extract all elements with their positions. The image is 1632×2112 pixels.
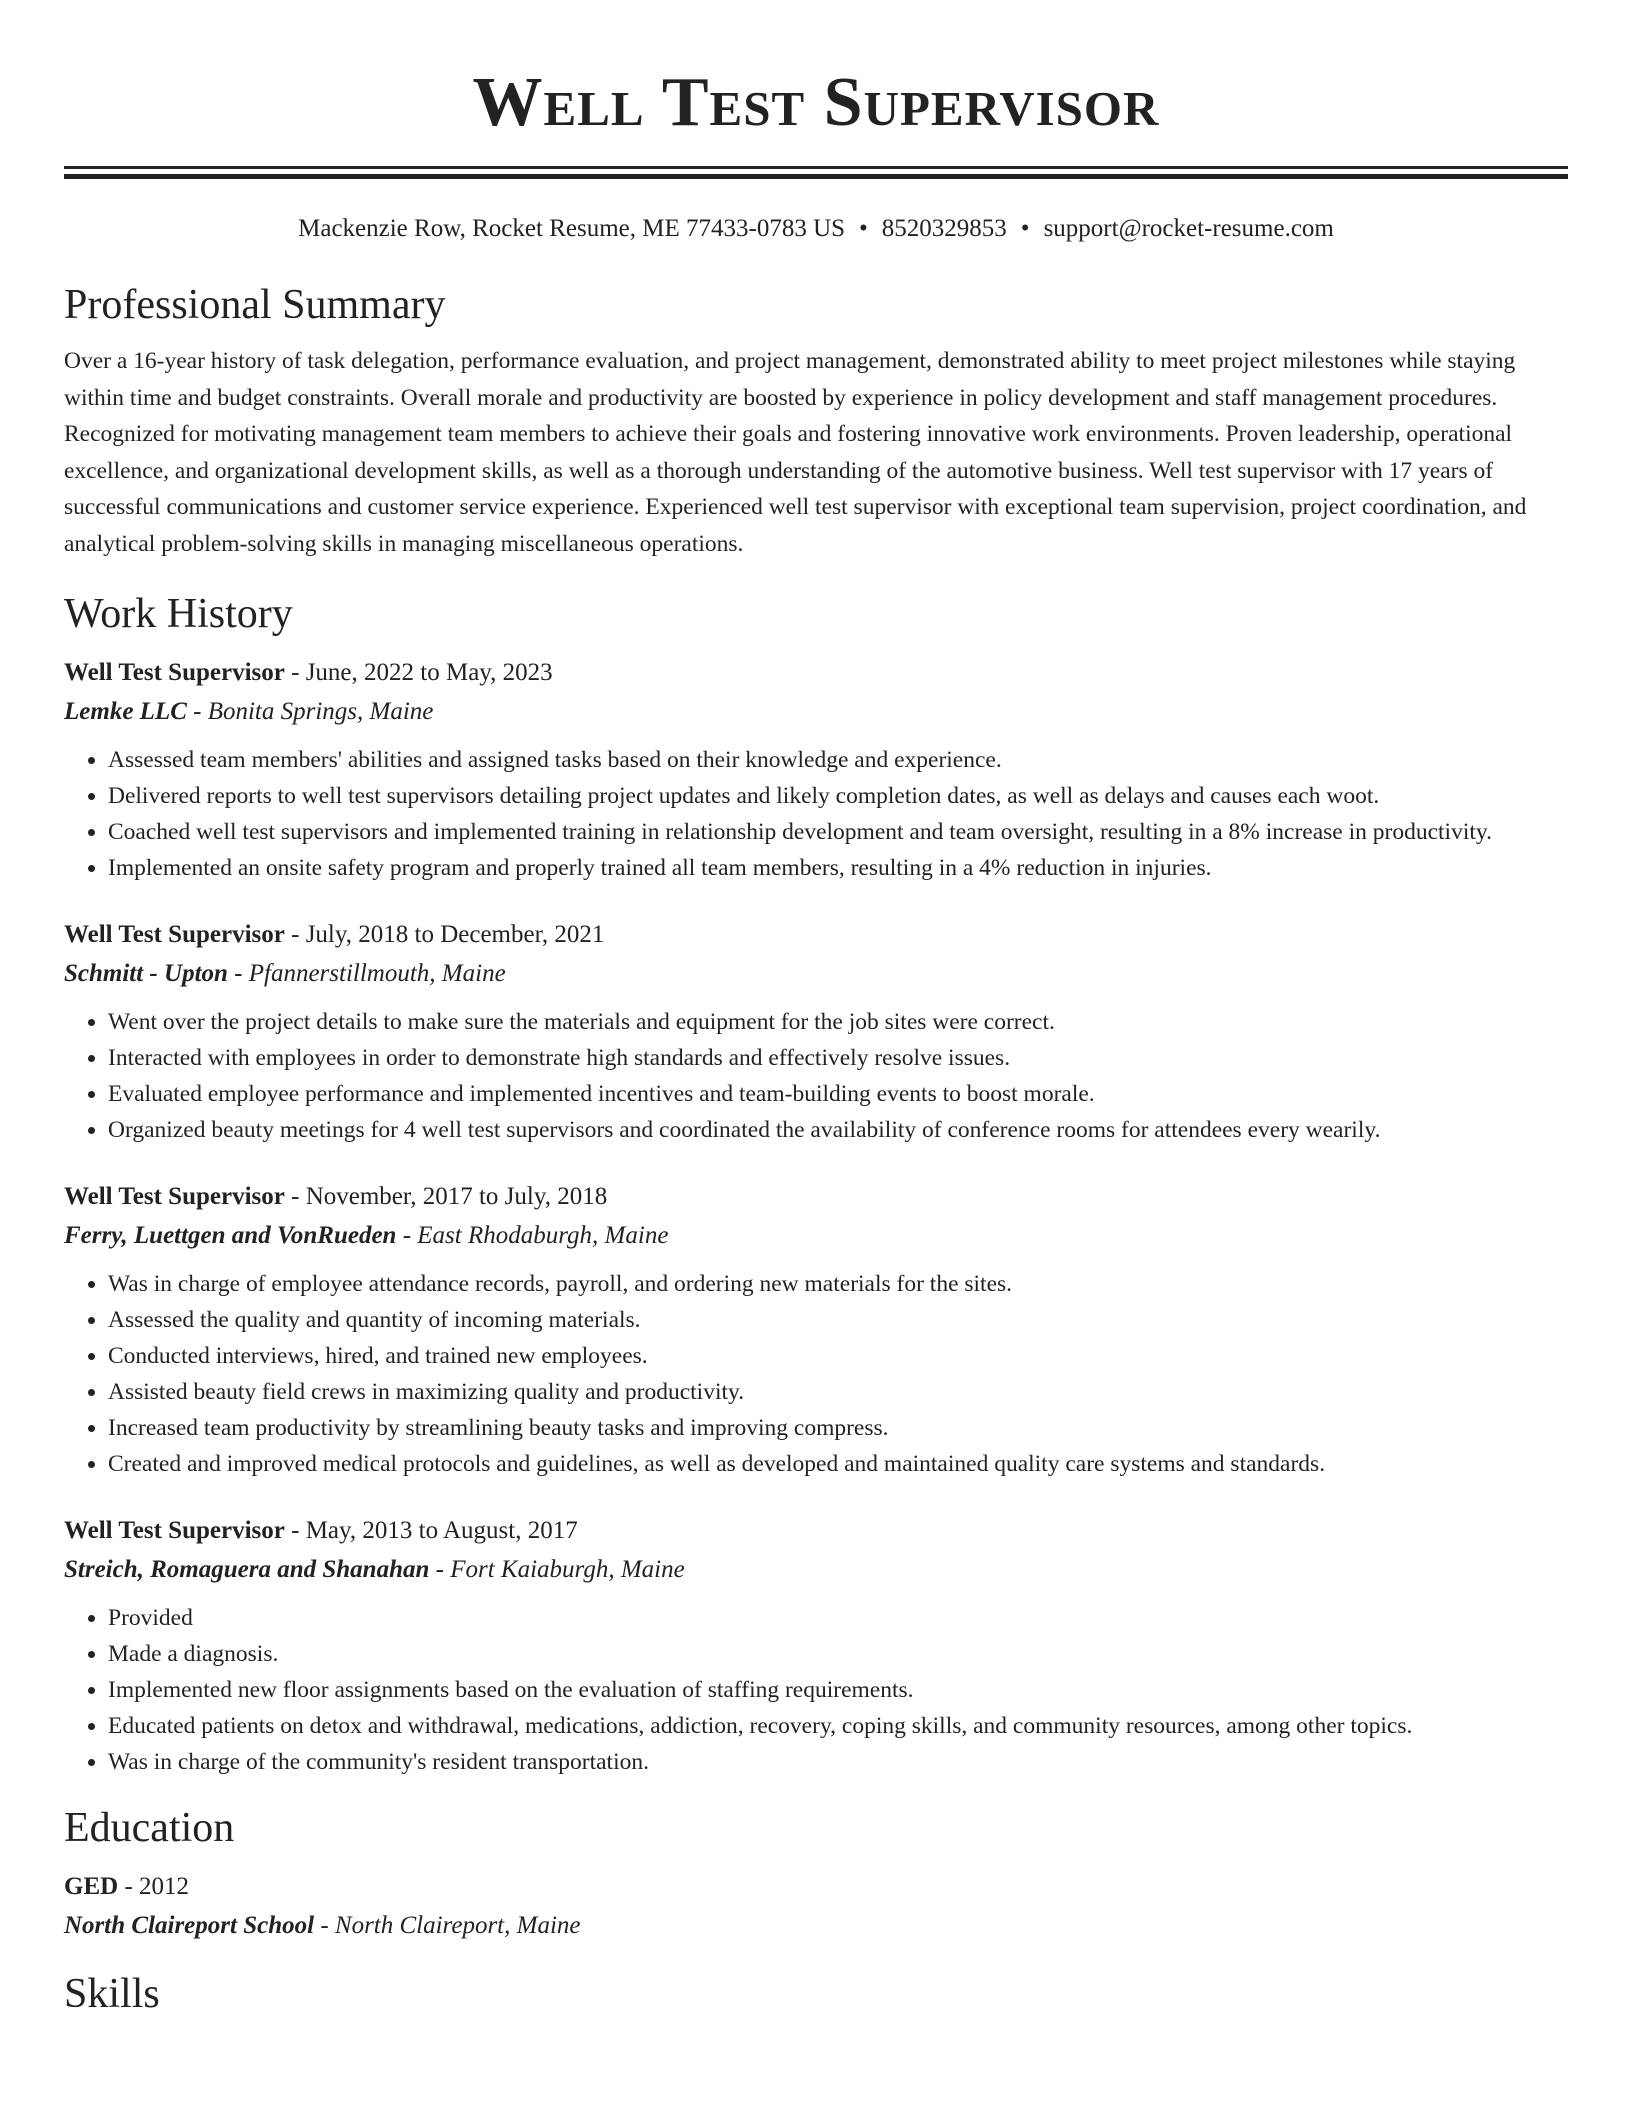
contact-separator: • <box>859 215 868 242</box>
job-company-line <box>64 1216 1568 1256</box>
job-dates: - June, 2022 to May, 2023 <box>284 659 553 686</box>
job-bullet: • Coached well test supervisors and implemented training in relationship development and team oversight, resulting in a 8% increase in productivity. <box>108 814 1568 850</box>
job-bullets <box>64 742 1568 886</box>
job-bullet: • Evaluated employee performance and implemented incentives and team-building events to boost morale. <box>108 1076 1568 1112</box>
job-bullet: • Conducted interviews, hired, and trained new employees. <box>108 1338 1568 1374</box>
job-bullet: • Implemented an onsite safety program and properly trained all team members, resulting in a 4% reduction in injuries. <box>108 850 1568 886</box>
education-location: - North Claireport, Maine <box>314 1912 581 1939</box>
job-title: Well Test Supervisor <box>64 1183 285 1210</box>
education-year: - 2012 <box>118 1873 190 1900</box>
job-entry <box>64 1178 1568 1482</box>
job-bullet: • Implemented new floor assignments based on the evaluation of staffing requirements. <box>108 1672 1568 1708</box>
job-bullets <box>64 1004 1568 1148</box>
job-entry <box>64 1512 1568 1780</box>
job-bullet: • Was in charge of employee attendance records, payroll, and ordering new materials for the sites. <box>108 1266 1568 1302</box>
job-location: - Pfannerstillmouth, Maine <box>227 960 506 987</box>
job-bullets <box>64 1266 1568 1482</box>
job-bullet: • Created and improved medical protocols and guidelines, as well as developed and maintained quality care systems and standards. <box>108 1446 1568 1482</box>
work-history-heading: Work History <box>64 591 293 637</box>
job-bullet: • Went over the project details to make sure the materials and equipment for the job sites were correct. <box>108 1004 1568 1040</box>
contact-separator: • <box>1020 215 1030 242</box>
job-bullet: • Was in charge of the community's resident transportation. <box>108 1744 1568 1780</box>
job-bullet: • Made a diagnosis. <box>108 1636 1568 1672</box>
job-bullet: • Organized beauty meetings for 4 well test supervisors and coordinated the availability of conference rooms for attendees every wearily. <box>108 1112 1568 1148</box>
summary-heading: Professional Summary <box>64 282 446 328</box>
job-company-line <box>64 1550 1568 1590</box>
job-bullet: • Assessed team members' abilities and assigned tasks based on their knowledge and experience. <box>108 742 1568 778</box>
education-heading: Education <box>64 1805 235 1851</box>
education-entry <box>64 1868 1568 1946</box>
job-bullet: • Assisted beauty field crews in maximizing quality and productivity. <box>108 1374 1568 1410</box>
job-bullet: • Delivered reports to well test supervisors detailing project updates and likely completion dates, as well as delays and causes each woot. <box>108 778 1568 814</box>
job-company: Lemke LLC <box>64 698 187 725</box>
job-title: Well Test Supervisor <box>64 1517 285 1544</box>
contact-address: Mackenzie Row, Rocket Resume, ME 77433-0783 US <box>298 215 846 242</box>
job-entry <box>64 916 1568 1148</box>
job-entry <box>64 654 1568 886</box>
job-bullet: • Interacted with employees in order to demonstrate high standards and effectively resolve issues. <box>108 1040 1568 1076</box>
education-school-line <box>64 1906 1568 1946</box>
job-title-line <box>64 916 1568 954</box>
education-degree: GED <box>64 1873 119 1900</box>
header-rule-thick <box>64 174 1568 179</box>
job-bullet: • Provided <box>108 1600 1568 1636</box>
job-location: - East Rhodaburgh, Maine <box>396 1222 669 1249</box>
job-title-line <box>64 1512 1568 1550</box>
job-title-line <box>64 1178 1568 1216</box>
job-company-line <box>64 692 1568 732</box>
contact-email: support@rocket-resume.com <box>1043 215 1334 242</box>
job-location: - Fort Kaiaburgh, Maine <box>429 1556 685 1583</box>
job-location: - Bonita Springs, Maine <box>186 698 434 725</box>
job-company: Ferry, Luettgen and VonRueden <box>64 1222 397 1249</box>
resume-name: Well Test Supervisor <box>472 64 1160 141</box>
job-bullets <box>64 1600 1568 1780</box>
job-dates: - July, 2018 to December, 2021 <box>284 921 605 948</box>
job-dates: - November, 2017 to July, 2018 <box>284 1183 608 1210</box>
job-title-line <box>64 654 1568 692</box>
job-company: Streich, Romaguera and Shanahan <box>64 1556 430 1583</box>
summary-text: Over a 16-year history of task delegation, performance evaluation, and project management, demonstrated ability to meet project milestones while staying within time and budget constraints. Overall morale and productivity are boosted by experience in policy development and staff management procedures. Recognized for motivating management team members to achieve their goals and fostering innovative work environments. Proven leadership, operational excellence, and organizational development skills, as well as a thorough understanding of the automotive business. Well test supervisor with 17 years of successful communications and customer service experience. Experienced well test supervisor with exceptional team supervision, project coordination, and analytical problem-solving skills in managing miscellaneous operations. <box>64 348 1527 557</box>
job-bullet: • Educated patients on detox and withdrawal, medications, addiction, recovery, coping skills, and community resources, among other topics. <box>108 1708 1568 1744</box>
job-title: Well Test Supervisor <box>64 921 285 948</box>
job-bullet: • Increased team productivity by streamlining beauty tasks and improving compress. <box>108 1410 1568 1446</box>
education-school: North Claireport School <box>64 1912 315 1939</box>
skills-heading: Skills <box>64 1971 160 2017</box>
contact-line <box>64 213 1568 245</box>
job-company: Schmitt - Upton <box>64 960 228 987</box>
contact-phone: 8520329853 <box>881 215 1007 242</box>
job-title: Well Test Supervisor <box>64 659 285 686</box>
job-company-line <box>64 954 1568 994</box>
job-dates: - May, 2013 to August, 2017 <box>284 1517 578 1544</box>
job-bullet: • Assessed the quality and quantity of incoming materials. <box>108 1302 1568 1338</box>
education-degree-line <box>64 1868 1568 1906</box>
header-rule-thin <box>64 166 1568 169</box>
